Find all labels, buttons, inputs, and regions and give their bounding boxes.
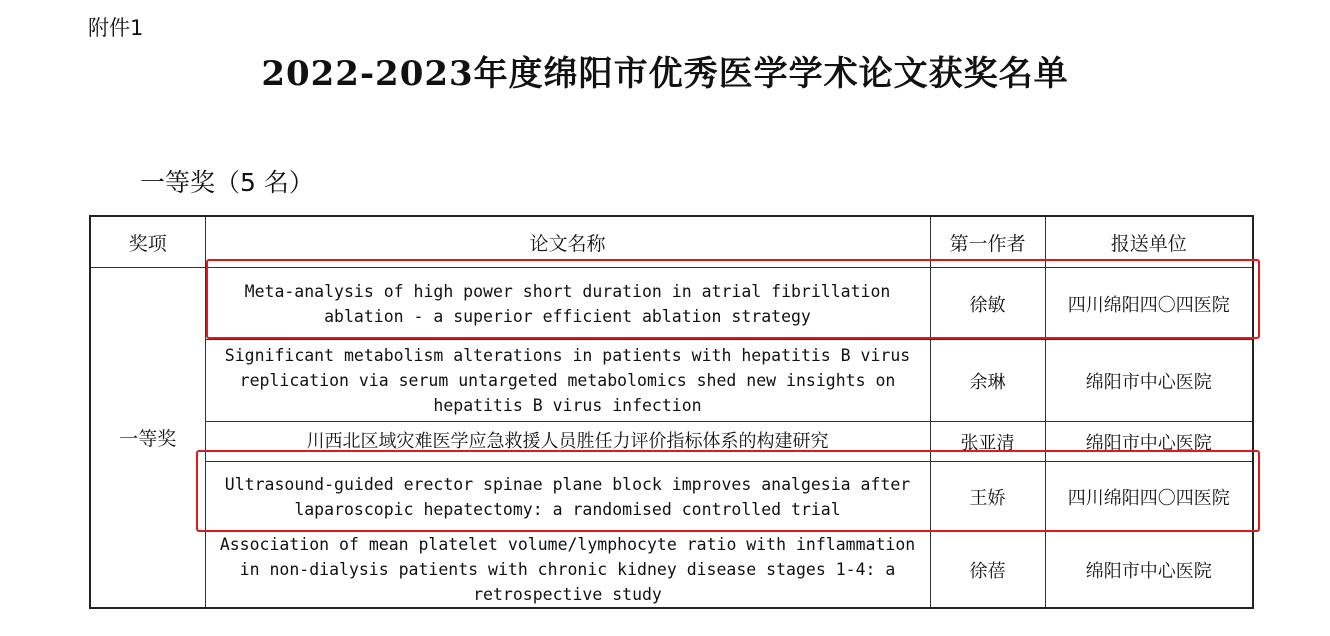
author-cell: 徐敏 (930, 268, 1045, 340)
attachment-label: 附件1 (88, 16, 144, 40)
table-row (90, 268, 1253, 340)
paper-title-cell: Meta-analysis of high power short duration in atrial fibrillation ablation - a superior efficient ablation strategy (205, 268, 930, 340)
table-row (90, 340, 1253, 422)
column-header-title: 论文名称 (205, 216, 930, 268)
unit-cell: 绵阳市中心医院 (1045, 532, 1253, 609)
document-title: 2022-2023年度绵阳市优秀医学学术论文获奖名单 (261, 54, 1069, 94)
paper-title-cell: 川西北区域灾难医学应急救援人员胜任力评价指标体系的构建研究 (205, 422, 930, 462)
table-row (90, 532, 1253, 609)
paper-title-cell: Ultrasound-guided erector spinae plane block improves analgesia after laparoscopic hepatectomy: a randomised controlled trial (205, 462, 930, 532)
award-level-cell: 一等奖 (90, 268, 205, 609)
unit-cell: 绵阳市中心医院 (1045, 422, 1253, 462)
awards-table (89, 215, 1254, 609)
table-header-row (90, 216, 1253, 268)
column-header-unit: 报送单位 (1045, 216, 1253, 268)
paper-title-cell: Significant metabolism alterations in patients with hepatitis B virus replication via serum untargeted metabolomics shed new insights on hepatitis B virus infection (205, 340, 930, 422)
column-header-author: 第一作者 (930, 216, 1045, 268)
author-cell: 张亚清 (930, 422, 1045, 462)
paper-title-cell: Association of mean platelet volume/lymphocyte ratio with inflammation in non-dialysis patients with chronic kidney disease stages 1-4: a retrospective study (205, 532, 930, 609)
table-row (90, 422, 1253, 462)
unit-cell: 四川绵阳四〇四医院 (1045, 268, 1253, 340)
author-cell: 徐蓓 (930, 532, 1045, 609)
column-header-award: 奖项 (90, 216, 205, 268)
section-heading: 一等奖（5 名） (140, 168, 314, 197)
author-cell: 王娇 (930, 462, 1045, 532)
table-row (90, 462, 1253, 532)
unit-cell: 四川绵阳四〇四医院 (1045, 462, 1253, 532)
unit-cell: 绵阳市中心医院 (1045, 340, 1253, 422)
author-cell: 余琳 (930, 340, 1045, 422)
